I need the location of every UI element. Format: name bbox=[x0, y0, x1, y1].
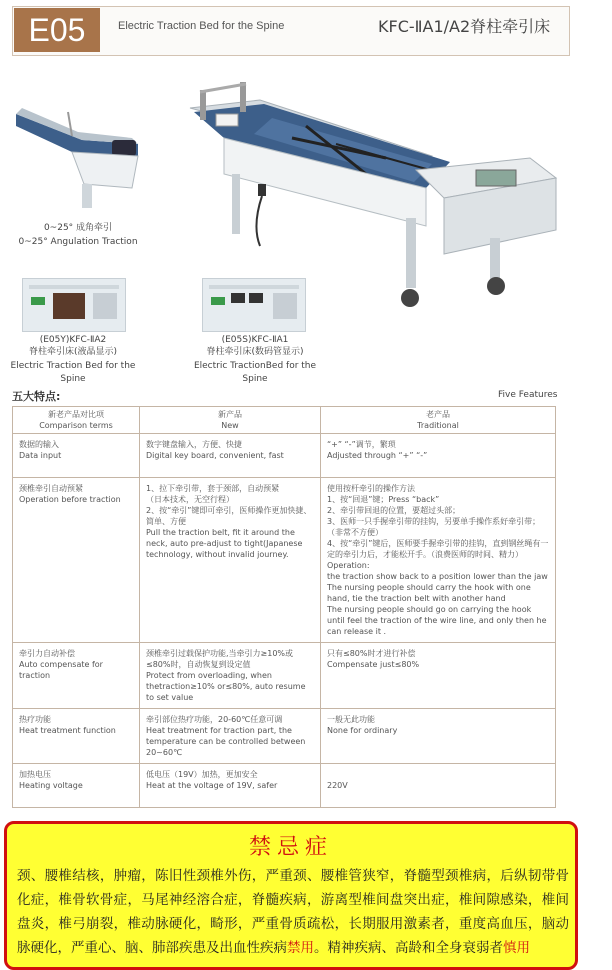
table-row bbox=[13, 643, 556, 709]
comparison-table bbox=[12, 406, 556, 808]
term-en: Data input bbox=[19, 451, 62, 460]
product-subtitle: Electric Traction Bed for the Spine bbox=[118, 20, 285, 32]
angulation-photo bbox=[12, 92, 144, 210]
contraindications-box bbox=[4, 821, 578, 970]
header-new-zh: 新产品 bbox=[218, 410, 242, 419]
contraindications-list: 颈、腰椎结核，肿瘤，陈旧性颈椎外伤，严重颈、腰椎管狭窄，脊髓型颈椎病，后纵韧带骨化症，椎骨软骨症，马尾神经溶合症，脊髓疾病，游离型椎间盘突出症，椎间隙感染，椎间盘炎，椎弓崩裂，椎动脉硬化，畸形，严重骨质疏松，长期服用激素者，重度高血压，脑动脉硬化，严重心、脑、肺部疾患及出血性疾病 bbox=[17, 868, 569, 956]
term-en: Heat treatment function bbox=[19, 726, 116, 735]
term-zh: 颈椎牵引自动预紧 bbox=[19, 484, 83, 493]
led-panel-code: (E05S)KFC-ⅡA1 bbox=[221, 335, 289, 345]
features-title-en: Five Features bbox=[498, 390, 558, 400]
lcd-panel-name-en: Electric Traction Bed for the Spine bbox=[10, 361, 136, 384]
contraindications-text bbox=[17, 864, 569, 960]
features-title: 五大特点: bbox=[12, 390, 61, 403]
term-cell bbox=[13, 764, 140, 808]
lcd-panel-code: (E05Y)KFC-ⅡA2 bbox=[39, 335, 107, 345]
term-cell bbox=[13, 709, 140, 764]
term-zh: 牵引力自动补偿 bbox=[19, 649, 75, 658]
angulation-caption-zh: 0~25° 成角牵引 bbox=[43, 223, 113, 233]
header-cell-new bbox=[140, 407, 321, 434]
new-cell: 颈椎牵引过载保护功能,当牵引力≥10%或≤80%时，自动恢复到设定值 Protect from overloading, when thetraction≥10% or≤80%, auto resume to set value bbox=[140, 643, 321, 709]
header-cell-traditional bbox=[321, 407, 556, 434]
table-row bbox=[13, 434, 556, 478]
term-cell bbox=[13, 643, 140, 709]
new-cell: 数字键盘输入，方便、快捷 Digital key board, convenient, fast bbox=[140, 434, 321, 478]
header-terms-en: Comparison terms bbox=[39, 421, 113, 430]
caution-list: 。精神疾病、高龄和全身衰弱者 bbox=[314, 940, 503, 956]
header-traditional-en: Traditional bbox=[417, 421, 459, 430]
forbidden-label: 禁用 bbox=[287, 940, 314, 956]
new-cell: 牵引部位热疗功能，20-60℃任意可调 Heat treatment for traction part, the temperature can be controlled between 20~60℃ bbox=[140, 709, 321, 764]
traditional-cell: “+” “-”调节，繁琐 Adjusted through “+” “-” bbox=[321, 434, 556, 478]
traditional-cell: 一般无此功能 None for ordinary bbox=[321, 709, 556, 764]
header-terms-zh: 新老产品对比项 bbox=[48, 410, 104, 419]
traditional-cell: 220V bbox=[321, 764, 556, 808]
product-code: E05 bbox=[14, 8, 100, 52]
term-zh: 加热电压 bbox=[19, 770, 51, 779]
lcd-panel-name-zh: 脊柱牵引床(液晶显示) bbox=[28, 347, 118, 357]
header-traditional-zh: 老产品 bbox=[426, 410, 450, 419]
term-en: Operation before traction bbox=[19, 495, 121, 504]
caution-label: 慎用 bbox=[503, 940, 530, 956]
term-en: Auto compensate for traction bbox=[19, 660, 103, 680]
term-cell bbox=[13, 478, 140, 643]
lcd-panel-photo bbox=[22, 278, 126, 332]
term-en: Heating voltage bbox=[19, 781, 83, 790]
table-row bbox=[13, 709, 556, 764]
table-row bbox=[13, 764, 556, 808]
header-cell-terms bbox=[13, 407, 140, 434]
angulation-caption-en: 0~25° Angulation Traction bbox=[18, 237, 138, 247]
new-cell: 1、拉下牵引带，套于颈部，自动预紧 （日本技术，无空行程） 2、按“牵引”键即可牵引，医师操作更加快捷、简单、方便 Pull the traction belt, fit it around the neck, auto pre-adjust to tight(Japanese technology, without invalid journey. bbox=[140, 478, 321, 643]
led-panel-name-en: Electric TractionBed for the Spine bbox=[193, 361, 317, 384]
new-cell: 低电压（19V）加热，更加安全 Heat at the voltage of 19V, safer bbox=[140, 764, 321, 808]
traditional-cell: 只有≤80%时才进行补偿 Compensate just≤80% bbox=[321, 643, 556, 709]
table-row bbox=[13, 478, 556, 643]
traditional-cell: 使用按杆牵引的操作方法 1、按“回退”键；Press “back” 2、牵引带回退的位置，要超过头部； 3、医师一只手握牵引带的挂钩，另要单手操作系好牵引带；（非常不方便） 4、按“牵引”键后，医师要手握牵引带的挂钩，直到钢丝绳有一定的牵引力后，才能松开手。（浪费医师的时间、精力） Operation: the traction show back to a position lower than the jaw The nursing people should carry the hook with one hand, tie the traction belt with another hand The nursing people should go on carrying the hook until feel the traction of the wire line, and only then he can release it . bbox=[321, 478, 556, 643]
term-zh: 热疗功能 bbox=[19, 715, 51, 724]
product-model: KFC-ⅡA1/A2脊柱牵引床 bbox=[378, 17, 551, 36]
term-zh: 数据的输入 bbox=[19, 440, 59, 449]
header-new-en: New bbox=[221, 421, 239, 430]
term-cell bbox=[13, 434, 140, 478]
led-panel-photo bbox=[202, 278, 306, 332]
table-header-row bbox=[13, 407, 556, 434]
led-panel-name-zh: 脊柱牵引床(数码管显示) bbox=[206, 347, 304, 357]
contraindications-title: 禁忌症 bbox=[248, 835, 333, 860]
